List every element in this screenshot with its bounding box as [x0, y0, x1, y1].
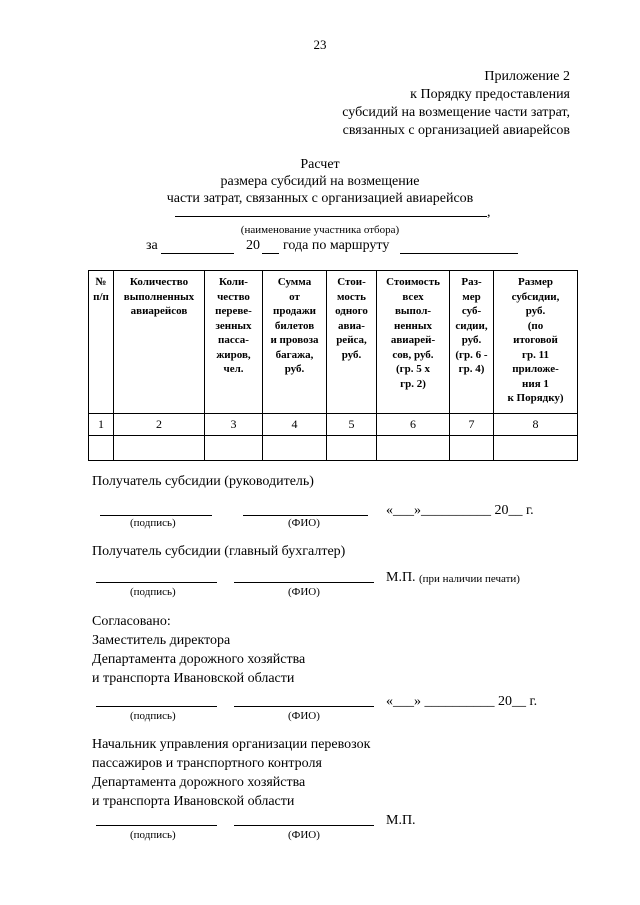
stamp-label: М.П. — [386, 813, 416, 828]
empty-cell[interactable] — [327, 436, 377, 461]
column-number-cell: 1 — [89, 414, 114, 436]
empty-cell[interactable] — [377, 436, 450, 461]
header-cell-flight-cost: Стои- мость одного авиа- рейса, руб. — [327, 271, 377, 414]
period-route-line — [400, 253, 518, 254]
header-cell-flights: Количество выполненных авиарейсов — [114, 271, 205, 414]
agreed-line: и транспорта Ивановской области — [92, 671, 295, 686]
date-field: «___»__________ 20__ г. — [386, 503, 534, 518]
empty-cell[interactable] — [263, 436, 327, 461]
column-number-cell: 7 — [450, 414, 494, 436]
chief-line: пассажиров и транспортного контроля — [92, 756, 322, 771]
signature-caption: (подпись) — [130, 829, 176, 841]
stamp-note: (при наличии печати) — [419, 573, 520, 585]
chief-line: Департамента дорожного хозяйства — [92, 775, 306, 790]
signature-caption: (подпись) — [130, 586, 176, 598]
name-caption: (ФИО) — [288, 586, 320, 598]
signature-line — [96, 825, 217, 826]
title-line: части затрат, связанных с организацией авиарейсов — [166, 191, 474, 206]
empty-cell[interactable] — [89, 436, 114, 461]
title-line: размера субсидий на возмещение — [220, 174, 420, 189]
header-cell-subsidy: Раз- мер суб- сидии, руб. (гр. 6 - гр. 4) — [450, 271, 494, 414]
stamp-label: М.П. — [386, 570, 416, 585]
table-header-row — [89, 271, 578, 414]
date-field: «___» __________ 20__ г. — [386, 694, 538, 709]
participant-comma: , — [487, 205, 491, 220]
chief-line: и транспорта Ивановской области — [92, 794, 295, 809]
name-line — [243, 515, 368, 516]
signature-line — [100, 515, 212, 516]
document-title — [0, 156, 640, 207]
name-line — [234, 825, 374, 826]
column-number-cell: 3 — [205, 414, 263, 436]
empty-cell[interactable] — [205, 436, 263, 461]
recipient-head-label: Получатель субсидии (руководитель) — [92, 474, 314, 489]
period-date-line — [161, 253, 234, 254]
period-prefix: за — [146, 238, 158, 253]
agreed-line: Департамента дорожного хозяйства — [92, 652, 306, 667]
chief-line: Начальник управления организации перевозок — [92, 737, 371, 752]
empty-cell[interactable] — [494, 436, 578, 461]
appendix-line: Приложение 2 — [484, 69, 570, 84]
column-number-cell: 6 — [377, 414, 450, 436]
title-line: Расчет — [300, 157, 340, 172]
name-caption: (ФИО) — [288, 517, 320, 529]
period-year-prefix: 20 — [246, 238, 260, 253]
appendix-line: субсидий на возмещение части затрат, — [342, 105, 570, 120]
recipient-accountant-label: Получатель субсидии (главный бухгалтер) — [92, 544, 346, 559]
name-caption: (ФИО) — [288, 829, 320, 841]
column-number-cell: 8 — [494, 414, 578, 436]
signature-line — [96, 706, 217, 707]
calculation-table — [88, 270, 578, 461]
header-cell-number: № п/п — [89, 271, 114, 414]
agreed-block — [92, 612, 305, 688]
appendix-line: к Порядку предоставления — [410, 87, 570, 102]
appendix-line: связанных с организацией авиарейсов — [342, 123, 570, 138]
column-number-cell: 2 — [114, 414, 205, 436]
participant-name-line — [175, 216, 487, 217]
table-row-empty — [89, 436, 578, 461]
column-number-cell: 4 — [263, 414, 327, 436]
column-number-cell: 5 — [327, 414, 377, 436]
empty-cell[interactable] — [114, 436, 205, 461]
signature-caption: (подпись) — [130, 710, 176, 722]
appendix-header — [342, 68, 570, 140]
name-line — [234, 706, 374, 707]
period-year-line — [262, 253, 279, 254]
header-cell-passengers: Коли- чество переве- зенных пасса- жиров, чел. — [205, 271, 263, 414]
header-cell-final-subsidy: Размер субсидии, руб. (по итоговой гр. 11 приложе- ния 1 к Порядку) — [494, 271, 578, 414]
header-cell-sales: Сумма от продажи билетов и провоза багажа, руб. — [263, 271, 327, 414]
empty-cell[interactable] — [450, 436, 494, 461]
header-cell-total-cost: Стоимость всех выпол- ненных авиарей- сов, руб. (гр. 5 х гр. 2) — [377, 271, 450, 414]
agreed-line: Заместитель директора — [92, 633, 231, 648]
name-caption: (ФИО) — [288, 710, 320, 722]
table-row-column-numbers — [89, 414, 578, 436]
period-suffix: года по маршруту — [283, 238, 390, 253]
agreed-line: Согласовано: — [92, 614, 171, 629]
page-number: 23 — [313, 37, 327, 52]
signature-line — [96, 582, 217, 583]
name-line — [234, 582, 374, 583]
chief-block — [92, 735, 370, 811]
participant-caption: (наименование участника отбора) — [240, 224, 400, 236]
signature-caption: (подпись) — [130, 517, 176, 529]
